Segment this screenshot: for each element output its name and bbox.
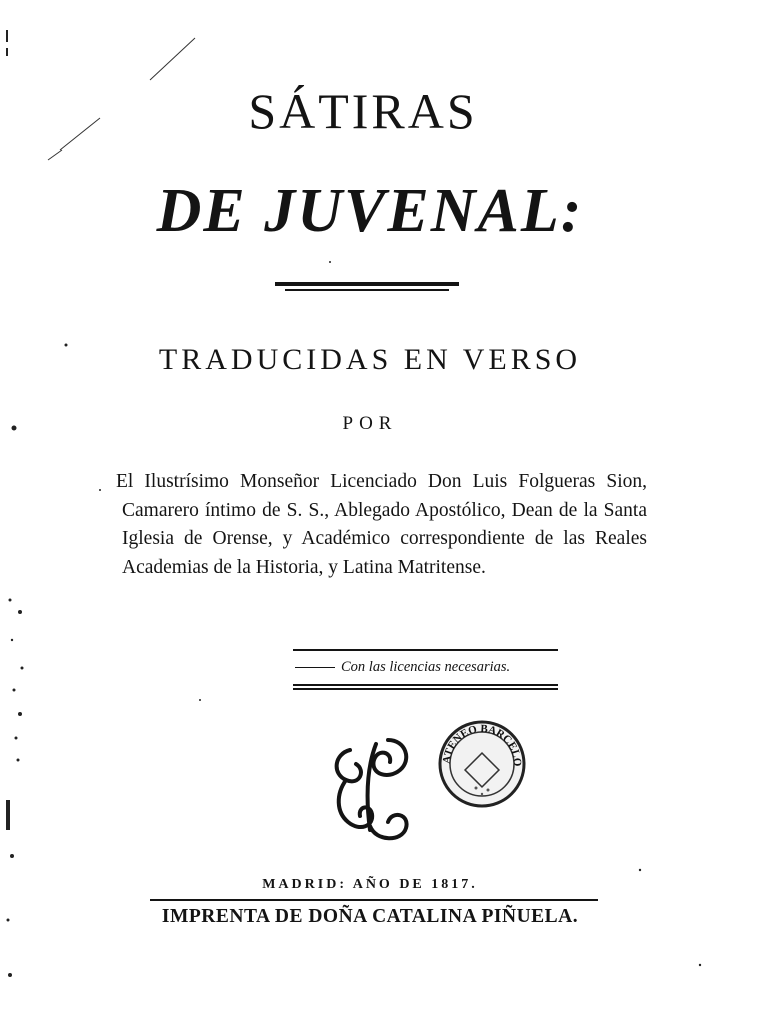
subtitle: TRADUCIDAS EN VERSO [158, 343, 582, 376]
library-stamp-icon [436, 718, 528, 810]
licenses-rule-bottom [293, 684, 558, 689]
by-line: POR [342, 413, 398, 434]
author-paragraph: El Ilustrísimo Monseñor Licenciado Don Luis Folgueras Sion, Camarero íntimo de S. S., Ablegado Apostólico, Dean de la Santa Iglesia de Orense, y Académico correspondiente de las Reales Academias de la Historia, y Latina Matritense. [116, 471, 647, 578]
printer-monogram-icon [326, 730, 414, 846]
imprint-place-year: MADRID: AÑO DE 1817. [262, 877, 478, 892]
stamp-text: ATENEO BARCELO [440, 722, 524, 767]
imprint-rule [150, 899, 598, 903]
title-line-1: SÁTIRAS [248, 83, 478, 139]
title-line-2: DE JUVENAL: [156, 177, 584, 245]
title-rule [275, 282, 459, 292]
printer-name: IMPRENTA DE DOÑA CATALINA PIÑUELA. [161, 906, 579, 927]
licenses-rule-top [293, 649, 558, 651]
licenses-line [295, 656, 560, 678]
licenses-note: Con las licencias necesarias. [341, 658, 511, 675]
licenses-dash [295, 667, 335, 668]
